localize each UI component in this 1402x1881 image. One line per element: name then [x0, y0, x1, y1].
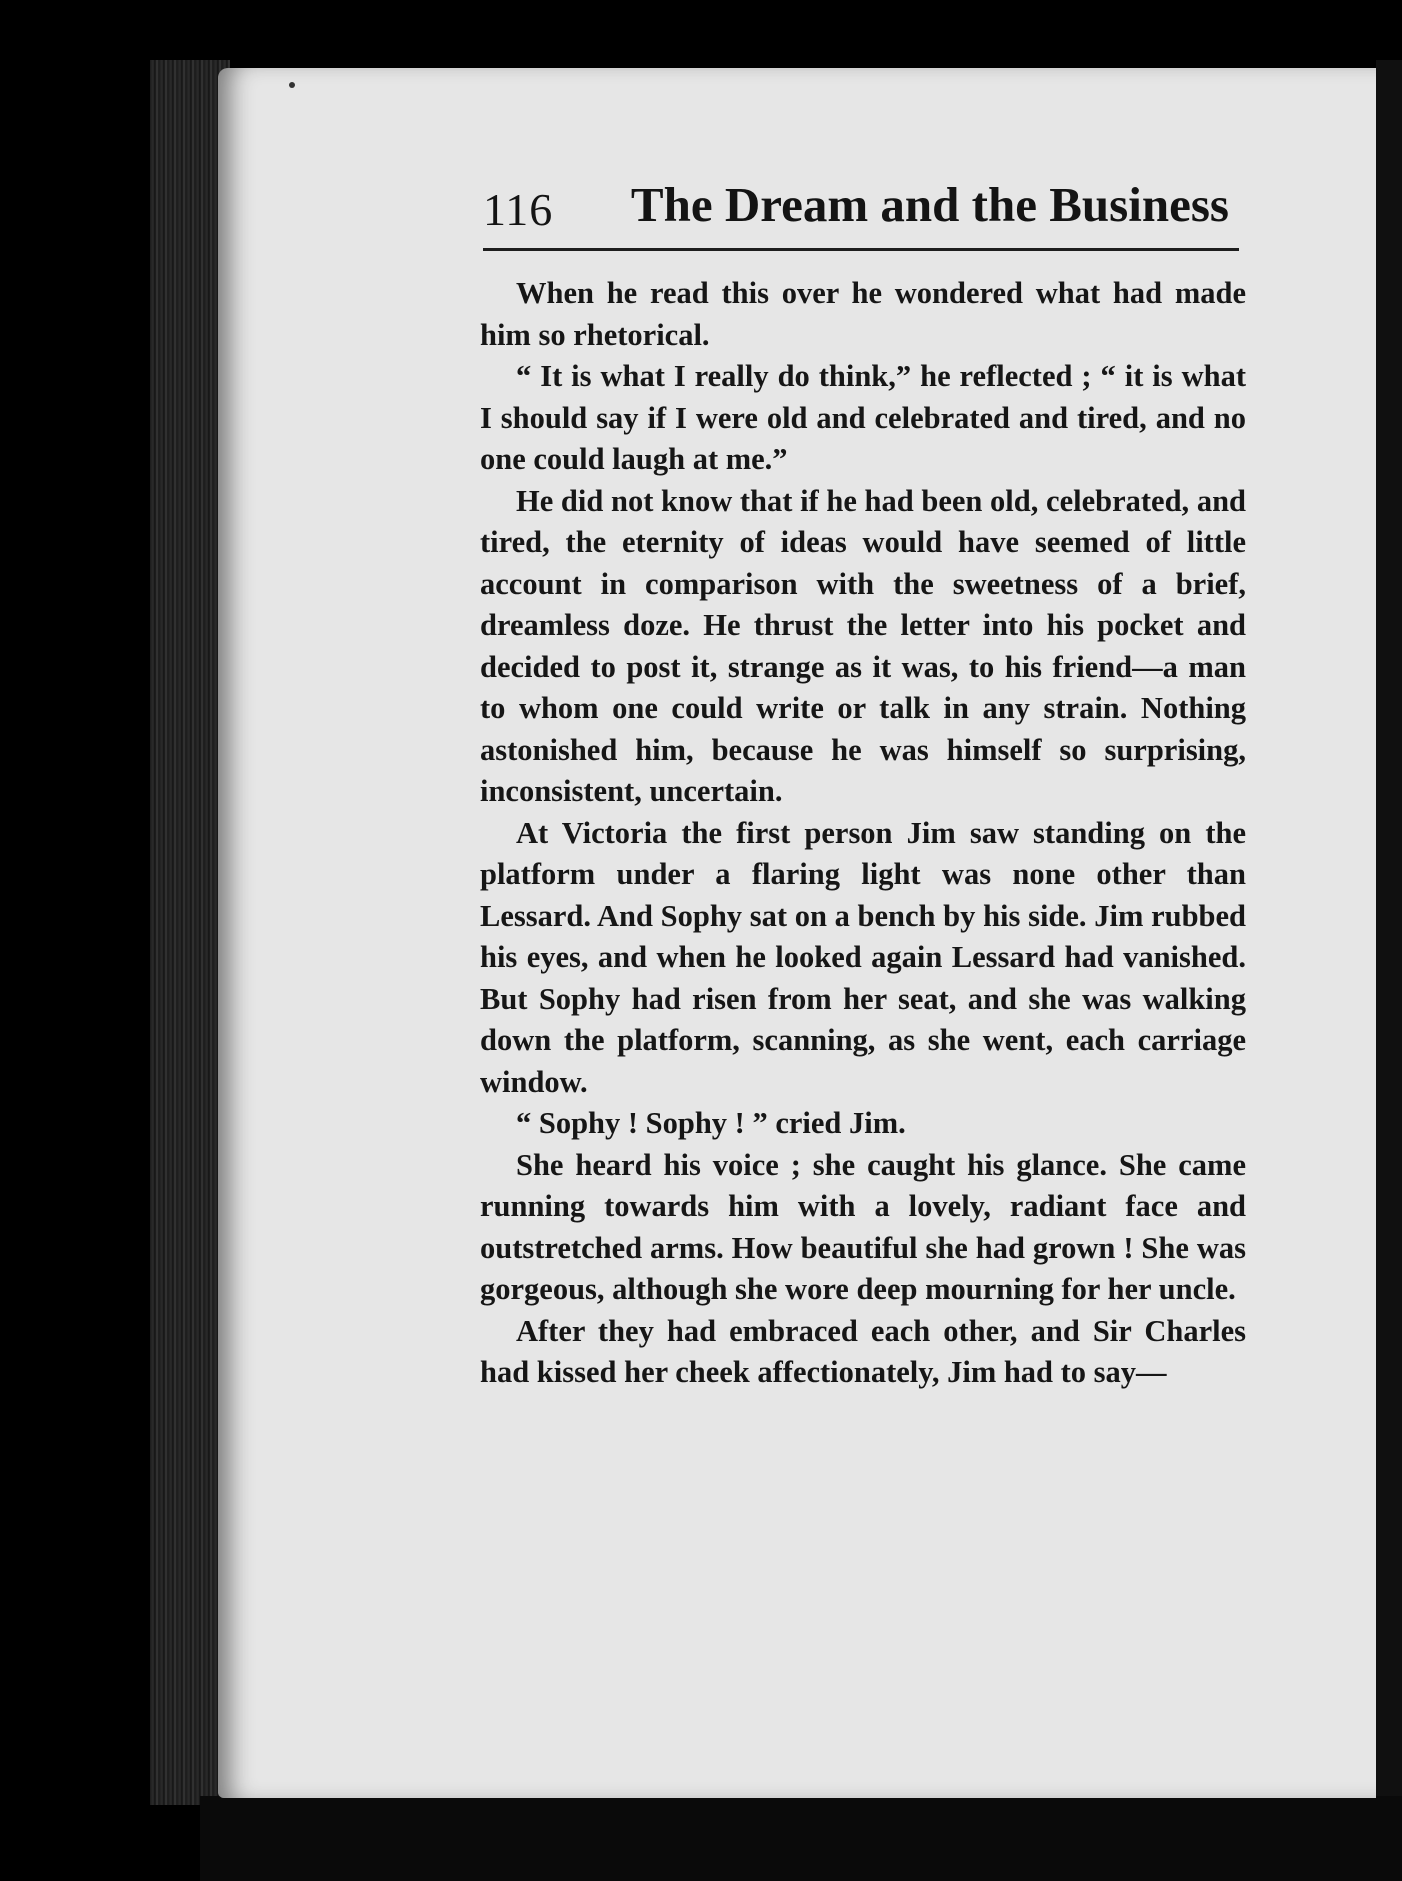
paragraph-7: After they had embraced each other, and Sir Charles had kissed her cheek affectionately, Jim had to say— — [480, 1313, 1246, 1389]
page-number: 116 — [483, 184, 554, 235]
paragraph-4: At Victoria the first person Jim saw standing on the platform under a flaring light was none other than Lessard. And Sophy sat on a bench by his side. Jim rubbed his eyes, and when he looked again Lessard had vanished. But Sophy had risen from her seat, and she was walking down the platform, scanning, as she went, each carriage window. — [480, 815, 1246, 1099]
paragraph-6: She heard his voice ; she caught his glance. She came running towards him with a lovely, radiant face and outstretched arms. How beautiful she had grown ! She was gorgeous, although she wore deep mourning for her uncle. — [480, 1147, 1246, 1306]
right-page-edge — [1376, 60, 1402, 1840]
paragraph-3: He did not know that if he had been old, celebrated, and tired, the eternity of ideas would have seemed of little account in comparison with the sweetness of a brief, dreamless doze. He thrust the letter into his pocket and decided to post it, strange as it was, to his friend—a man to whom one could write or talk in any strain. Nothing astonished him, because he was himself so surprising, inconsistent, uncertain. — [480, 483, 1246, 808]
paragraph-1: When he read this over he wondered what had made him so rhetorical. — [480, 276, 1246, 352]
bottom-page-edge — [200, 1796, 1402, 1881]
paragraph-2: “ It is what I really do think,” he reflected ; “ it is what I should say if I were old and celebrated and tired, and no one could laugh at me.” — [480, 359, 1246, 476]
paragraph-5: “ Sophy ! Sophy ! ” cried Jim. — [516, 1106, 906, 1140]
running-title: The Dream and the Business — [630, 177, 1229, 232]
header-rule — [483, 248, 1239, 251]
body-text — [480, 273, 1246, 1394]
running-header — [483, 176, 1239, 246]
ink-speck — [289, 82, 295, 88]
